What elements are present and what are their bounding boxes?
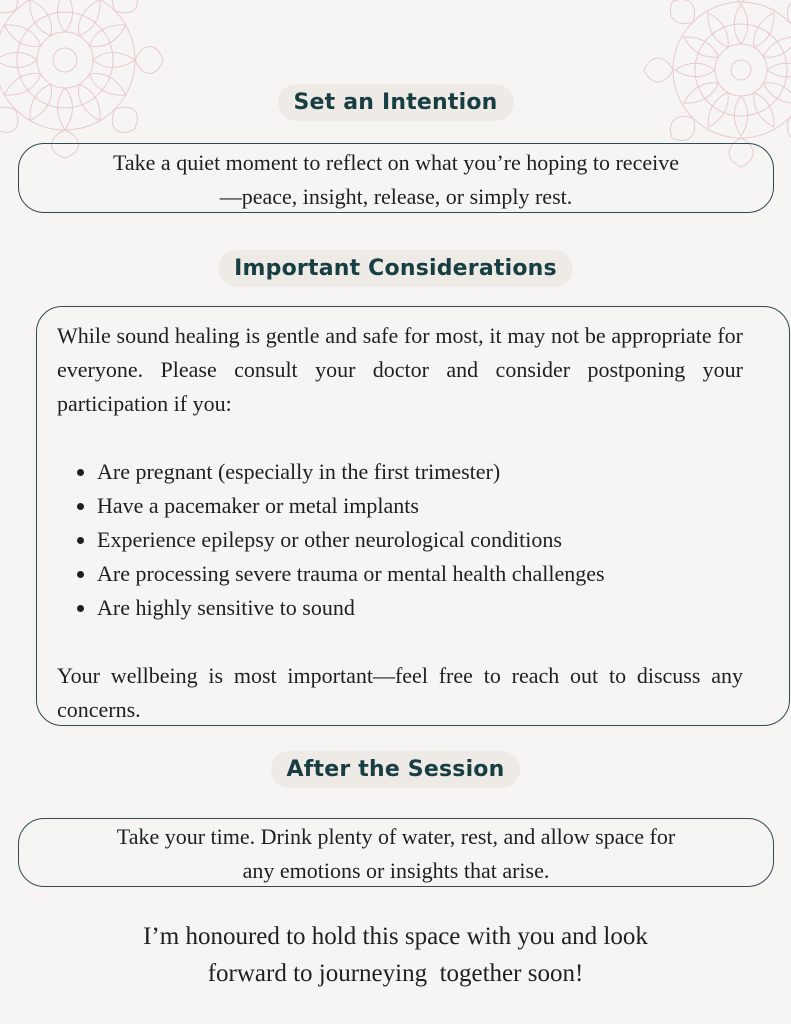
closing-line-2: forward to journeying together soon! (207, 960, 584, 987)
list-item: • Are highly sensitive to sound (97, 591, 743, 625)
intention-text-line-1: Take a quiet moment to reflect on what you’re hoping to receive (113, 150, 679, 175)
list-item: • Experience epilepsy or other neurological conditions (97, 523, 743, 557)
list-item: • Have a pacemaker or metal implants (97, 489, 743, 523)
list-item: • Are processing severe trauma or mental health challenges (97, 557, 743, 591)
closing-line-1: I’m honoured to hold this space with you and look (143, 923, 648, 950)
intention-box (18, 143, 774, 213)
after-text-line-1: Take your time. Drink plenty of water, rest, and allow space for (116, 824, 676, 849)
considerations-intro: While sound healing is gentle and safe for most, it may not be appropriate for everyone. Please consult your doctor and consider postponing your participation if you: (57, 323, 743, 416)
considerations-outro: Your wellbeing is most important—feel free to reach out to discuss any concerns. (57, 663, 743, 722)
section-heading-after: After the Session (271, 751, 521, 788)
list-item: • Are pregnant (especially in the first trimester) (97, 455, 743, 489)
after-box (18, 818, 774, 887)
considerations-list (57, 455, 743, 625)
considerations-box (36, 306, 790, 726)
intention-text-line-2: —peace, insight, release, or simply rest. (219, 184, 573, 209)
after-text-line-2: any emotions or insights that arise. (242, 858, 550, 883)
section-heading-considerations: Important Considerations (218, 250, 573, 287)
mandala-decoration-left (0, 0, 170, 160)
section-heading-intention: Set an Intention (277, 84, 513, 121)
closing-message (0, 918, 791, 992)
